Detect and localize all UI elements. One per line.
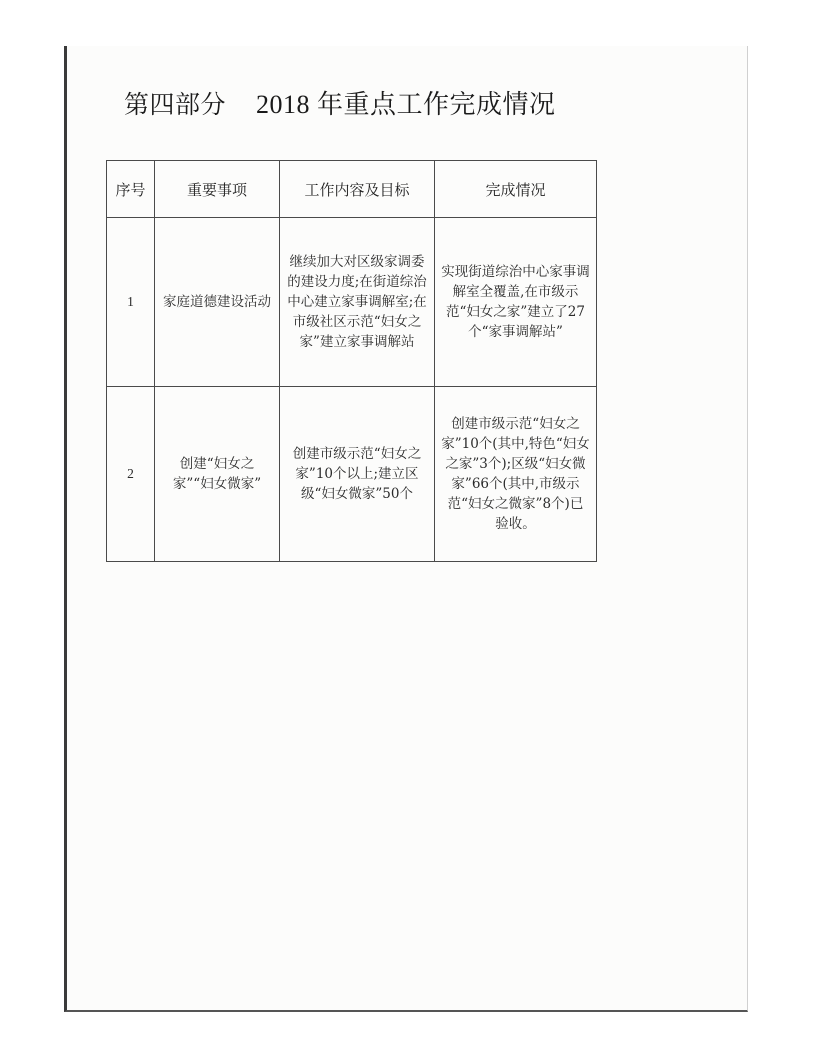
cell-seq: 1 <box>107 218 155 387</box>
cell-seq: 2 <box>107 387 155 562</box>
page-title <box>124 84 584 121</box>
table-row <box>107 387 597 562</box>
title-prefix: 第四部分 <box>124 90 227 119</box>
header-seq: 序号 <box>107 161 155 218</box>
work-completion-table <box>106 160 597 562</box>
cell-goal: 创建市级示范“妇女之家”10个以上;建立区级“妇女微家”50个 <box>280 387 435 562</box>
table-row <box>107 218 597 387</box>
table-header-row <box>107 161 597 218</box>
cell-item: 家庭道德建设活动 <box>155 218 280 387</box>
cell-goal: 继续加大对区级家调委的建设力度;在街道综治中心建立家事调解室;在市级社区示范“妇女之家”建立家事调解站 <box>280 218 435 387</box>
cell-item: 创建“妇女之家”“妇女微家” <box>155 387 280 562</box>
header-goal: 工作内容及目标 <box>280 161 435 218</box>
cell-status: 创建市级示范“妇女之家”10个(其中,特色“妇女之家”3个);区级“妇女微家”66个(其中,市级示范“妇女之微家”8个)已验收。 <box>435 387 597 562</box>
header-item: 重要事项 <box>155 161 280 218</box>
header-status: 完成情况 <box>435 161 597 218</box>
cell-status: 实现街道综治中心家事调解室全覆盖,在市级示范“妇女之家”建立了27个“家事调解站” <box>435 218 597 387</box>
title-main: 2018 年重点工作完成情况 <box>256 90 556 119</box>
